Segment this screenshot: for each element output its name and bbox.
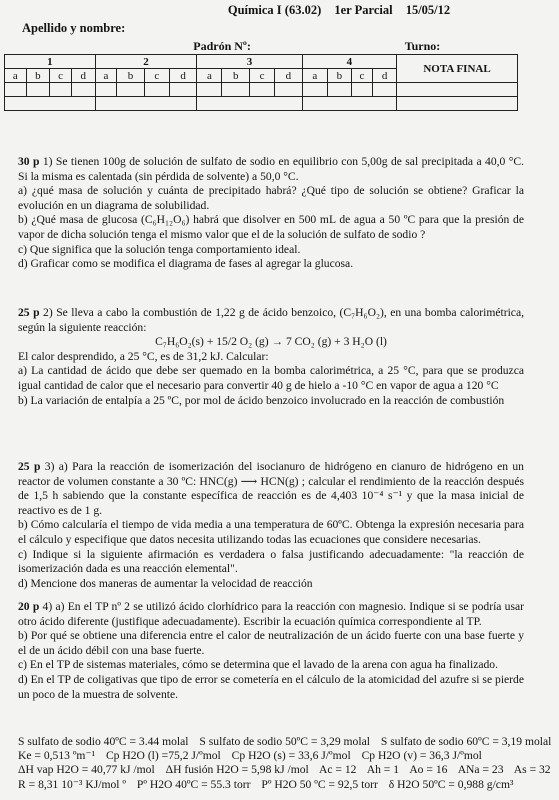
constants-block <box>18 735 552 792</box>
sub-letter: c <box>144 69 169 83</box>
constant: Pº H2O 50 ºC = 92,5 torr <box>261 777 378 791</box>
problem-points: 25 p <box>18 460 41 473</box>
sub-letter: b <box>222 69 250 83</box>
problem-number: 4 <box>302 55 396 69</box>
constant: Ac = 12 <box>319 763 357 777</box>
final-grade-label: NOTA FINAL <box>397 55 518 83</box>
reaction-equation: C₇H₆O₂(s) + 15/2 O₂ (g) → 7 CO₂ (g) + 3 H₂O (l) <box>155 335 387 349</box>
problem-3 <box>18 460 524 591</box>
problem-item: c) Indique si la siguiente afirmación es verdadera o falsa justificando adecuadamente: "la reacción de isomerización dada es una reacción elemental". <box>18 547 524 576</box>
problem-statement: 2) Se lleva a cabo la combustión de 1,22 g de ácido benzoico, (C₇H₆O₂), en una bomba calorimétrica, según la siguiente reacción: <box>18 306 525 334</box>
problem-1 <box>18 155 524 272</box>
problem-item: c) En el TP de sistemas materiales, cómo se determina que el lavado de la arena con agua ha finalizado. <box>18 658 498 672</box>
constant: S sulfato de sodio 40ºC = 3.44 molal <box>18 735 189 748</box>
problem-item: d) Mencione dos maneras de aumentar la velocidad de reacción <box>18 576 313 590</box>
turno-label: Turno: <box>404 39 441 53</box>
problem-item: a) La cantidad de ácido que debe ser quemado en la bomba calorimétrica, a 25 °C, para que se produzca igual cantidad de calor que el necesario para convertir 40 g de hielo a -10 °C en vapor de agua a 120 °C <box>18 364 524 392</box>
problem-item: b) Por qué se obtiene una diferencia entre el calor de neutralización de un ácido fuerte con una base fuerte y el de un ácido débil con una base fuerte. <box>18 629 524 657</box>
problem-number: 2 <box>95 55 197 69</box>
problem-2 <box>18 306 524 408</box>
sub-letter: c <box>250 69 275 83</box>
problem-item: d) Graficar como se modifica el diagrama de fases al agregar la glucosa. <box>18 257 354 271</box>
problem-number: 3 <box>197 55 302 69</box>
constant: Ke = 0,513 ºm⁻¹ <box>18 749 96 763</box>
problem-statement: 3) a) Para la reacción de isomerización del isocianuro de hidrógeno en cianuro de hidrógeno en un reactor de volumen constante a 30 ºC: HNC(g) ⟶ HCN(g) ; calcular el rendimiento de la reacción después de 1,5 h sabiendo que la constante específica de reacción es de 4,403 10⁻⁴ s⁻¹ y que la masa inicial de reactivo es de 1 g. <box>18 460 524 517</box>
constants-row <box>18 735 552 749</box>
constant: Cp H2O (v) = 36,3 J/ºmol <box>361 749 482 763</box>
constant: S sulfato de sodio 60ºC = 3,19 molal <box>380 735 552 748</box>
problem-item: b) Cómo calcularía el tiempo de vida media a una temperatura de 60ºC. Obtenga la expresión necesaria para el cálculo y especifique que datos necesita utilizando todas las ecuaciones que considere necesarias. <box>18 518 524 546</box>
sub-letter: d <box>71 69 95 83</box>
problem-statement: 4) a) En el TP nº 2 se utilizó ácido clorhídrico para la reacción con magnesio. Indique si se podría usar otro ácido diferente (justifique adecuadamente). Escribir la ecuación química correspondiente al TP. <box>18 600 524 628</box>
problem-item: c) Que significa que la solución tenga comportamiento ideal. <box>18 242 301 256</box>
problem-points: 20 p <box>18 600 40 613</box>
sub-letter: a <box>95 69 117 83</box>
problem-item: b) La variación de entalpía a 25 ºC, por mol de ácido benzoico involucrado en la reacción de combustión <box>18 393 505 407</box>
sub-letter: a <box>5 69 27 83</box>
exam-title <box>0 3 528 18</box>
problem-points: 25 p <box>18 306 40 319</box>
constant: As = 32 <box>513 763 551 777</box>
sub-letter: b <box>26 69 50 83</box>
sub-letter: a <box>197 69 222 83</box>
sub-letter: c <box>50 69 72 83</box>
exam-name: 1er Parcial <box>334 3 393 17</box>
name-label: Apellido y nombre: <box>22 21 126 35</box>
constant: Ah = 1 <box>366 763 400 777</box>
problem-item: b) ¿Qué masa de glucosa (C₆H₁₂O₆) habrá que disolver en 500 mL de agua a 50 ºC para que la presión de vapor de dicha solución tenga el mismo valor que el de la solución de sulfato de sodio ? <box>18 213 524 241</box>
constant: δ H2O 50ºC = 0,988 g/cm³ <box>388 777 514 791</box>
course-name: Química I (63.02) <box>227 3 322 17</box>
constant: R = 8,31 10⁻³ KJ/mol º <box>18 777 126 791</box>
sub-letter: d <box>275 69 303 83</box>
constant: Cp H2O (s) = 33,6 J/ºmol <box>231 749 351 763</box>
problem-4 <box>18 600 524 702</box>
constant: ΔH fusión H2O = 5,98 kJ /mol <box>165 763 309 777</box>
grade-table <box>4 39 520 111</box>
problem-item: El calor desprendido, a 25 °C, es de 31,2 kJ. Calcular: <box>18 349 269 363</box>
problem-points: 30 p <box>18 155 40 168</box>
padron-label: Padrón Nº: <box>193 39 251 53</box>
constant: Ao = 16 <box>409 763 448 777</box>
sub-letter: d <box>373 69 397 83</box>
constant: S sulfato de sodio 50ºC = 3,29 molal <box>199 735 370 748</box>
problem-item: a) ¿qué masa de solución y cuánta de precipitado habrá? ¿Qué tipo de solución se obtiene? Graficar la evolución en un diagrama de solubilidad. <box>18 184 524 212</box>
constant: ANa = 23 <box>457 763 504 777</box>
problem-number: 1 <box>5 55 96 69</box>
sub-letter: d <box>169 69 197 83</box>
constant: ΔH vap H2O = 40,77 kJ /mol <box>18 763 155 777</box>
constant: Cp H2O (l) =75,2 J/ºmol <box>105 749 221 763</box>
constants-row <box>18 778 526 792</box>
problem-item: d) En el TP de coligativas que tipo de error se cometería en el cálculo de la atomicidad del azufre si se pierde un poco de la muestra de solvente. <box>18 672 524 701</box>
constants-row <box>18 763 551 777</box>
sub-letter: b <box>117 69 145 83</box>
sub-letter: c <box>351 69 373 83</box>
final-grade-cell <box>397 83 518 97</box>
sub-letter: a <box>302 69 327 83</box>
sub-letter: b <box>327 69 351 83</box>
constant: Pº H2O 40ºC = 55.3 torr <box>136 777 251 791</box>
problem-statement: 1) Se tienen 100g de solución de sulfato de sodio en equilibrio con 5,00g de sal precipitada a 40,0 °C. Si la misma es calentada (sin pérdida de solvente) a 50,0 °C. <box>18 155 524 183</box>
constants-row <box>18 749 526 763</box>
exam-date: 15/05/12 <box>405 3 451 17</box>
